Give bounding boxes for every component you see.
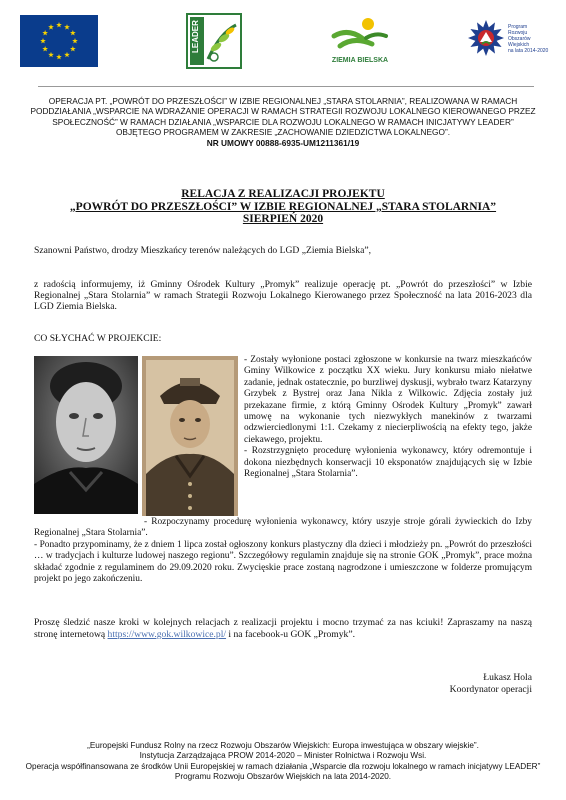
header-divider [38, 86, 534, 87]
prow-line-0: Program [508, 24, 528, 30]
prow-line-2: Obszarów [508, 36, 531, 42]
update-item-1: - Zostały wyłonione postaci zgłoszone w konkursie na twarz mieszkańców Gminy Wilkowice z początku XX wieku. Jury konkursu miało niełatwe zadanie, jednak ostatecznie, po burzliwej dyskusji, wybrało twarz Katarzyny Grzybek z Bystrej oraz Jana Nikla z Wilkowic. Zdjęcia zostały już przekazane firmie, z którą Gminny Ośrodek Kultury „Promyk” zawarł umowę na wykonanie tych niezwykłych manekinów z twarzami odzwierciedlonymi 1:1. Czekamy z niecierpliwością na efekty tego, jakże ciekawego, projektu. [244, 355, 532, 445]
leader-logo [186, 13, 242, 69]
title-line-3: SIERPIEŃ 2020 [242, 213, 324, 225]
eu-flag-logo [20, 15, 98, 67]
signature-role: Koordynator operacji [449, 684, 532, 695]
ziemia-bielska-logo [328, 14, 392, 68]
operation-info [30, 96, 536, 148]
project-updates-full [34, 517, 532, 585]
title-line-2: „POWRÓT DO PRZESZŁOŚCI” W IZBIE REGIONALNEJ „STARA STOLARNIA” [69, 200, 497, 213]
closing-paragraph [34, 617, 532, 641]
section-heading: CO SŁYCHAĆ W PROJEKCIE: [34, 333, 162, 344]
logo-bar [0, 12, 566, 72]
signature [450, 672, 532, 696]
footer [20, 741, 546, 783]
svg-text:LEADER: LEADER [191, 20, 200, 53]
footer-line-2: Instytucja Zarządzająca PROW 2014-2020 – Minister Rolnictwa i Rozwoju Wsi. [139, 751, 427, 761]
intro-paragraph: z radością informujemy, iż Gminny Ośrodek Kultury „Promyk” realizuje operację pt. „Powrót do przeszłości” w Izbie Regionalnej „Stara Stolarnia” w ramach Strategii Rozwoju Lokalnego Kierowanego przez Społeczność na lata 2016-2023 dla LGD Ziemia Bielska. [34, 279, 532, 313]
portrait-woman-photo [34, 356, 138, 514]
footer-line-3: Operacja współfinansowana ze środków Unii Europejskiej w ramach działania „Wsparcie dla rozwoju lokalnego w ramach inicjatywy LEADER” Programu Rozwoju Obszarów Wiejskich na lata 2014-2020. [25, 761, 541, 782]
ziemia-bielska-label: ZIEMIA BIELSKA [331, 57, 389, 64]
contract-number: NR UMOWY 00888-6935-UM1211361/19 [206, 137, 360, 148]
signature-name: Łukasz Hola [483, 672, 532, 683]
prow-line-3: Wiejskich [508, 42, 530, 48]
report-title [30, 188, 536, 226]
closing-text-b: i na facebook-u GOK „Promyk”. [226, 629, 355, 640]
project-updates-right [244, 355, 532, 480]
prow-logo [464, 12, 554, 70]
update-item-2: - Rozstrzygnięto procedurę wyłonienia wykonawcy, który odremontuje i dokona niezbędnych konserwacji 10 eksponatów znajdujących się w Izbie Regionalnej „Stara Stolarnia”. [244, 446, 532, 480]
prow-line-4: na lata 2014-2020 [508, 48, 549, 54]
update-item-4: - Ponadto przypominamy, że z dniem 1 lipca został ogłoszony konkurs plastyczny dla dzieci i młodzieży pn. „Powrót do przeszłości … w tradycjach i kulturze ludowej naszego regionu”. Szczegółowy regulamin znajduje się na stronie GOK „Promyk”, prace można składać zgodnie z regulaminem do 29.09.2020 roku. Zwycięskie prace zostaną nagrodzone i umieszczone w folderze promującym projekt po jego zakończeniu. [34, 539, 532, 585]
prow-line-1: Rozwoju [508, 30, 528, 36]
website-link[interactable]: https://www.gok.wilkowice.pl/ [107, 629, 227, 640]
portrait-man-photo [142, 356, 238, 516]
operation-text: OPERACJA PT. „POWRÓT DO PRZESZŁOŚCI” W IZBIE REGIONALNEJ „STARA STOLARNIA”, REALIZOWANA W RAMACH PODDZIAŁANIA „WSPARCIE NA WDRAŻANIE OPERACJI W RAMACH STRATEGII ROZWOJU LOKALNEGO KIEROWANEGO PRZEZ SPOŁECZNOŚĆ” W RAMACH DZIAŁANIA „WSPARCIE DLA ROZWOJU LOKALNEGO W RAMACH INICJATYWY LEADER” OBJĘTEGO PROGRAMEM W ZAKRESIE „ZACHOWANIE DZIEDZICTWA LOKALNEGO”. [30, 96, 536, 138]
title-line-1: RELACJA Z REALIZACJI PROJEKTU [181, 188, 385, 200]
update-item-3: - Rozpoczynamy procedurę wyłonienia wykonawcy, który uszyje stroje górali żywieckich do Izby Regionalnej „Stara Stolarnia”. [34, 517, 532, 539]
greeting: Szanowni Państwo, drodzy Mieszkańcy terenów należących do LGD „Ziemia Bielska”, [34, 245, 372, 256]
closing-text-a: Proszę śledzić nasze kroki w kolejnych relacjach z realizacji projektu i mocno trzymać za nas kciuki! Zapraszamy na naszą stronę internetową [34, 617, 532, 640]
footer-line-1: „Europejski Fundusz Rolny na rzecz Rozwoju Obszarów Wiejskich: Europa inwestująca w obszary wiejskie”. [87, 741, 479, 750]
